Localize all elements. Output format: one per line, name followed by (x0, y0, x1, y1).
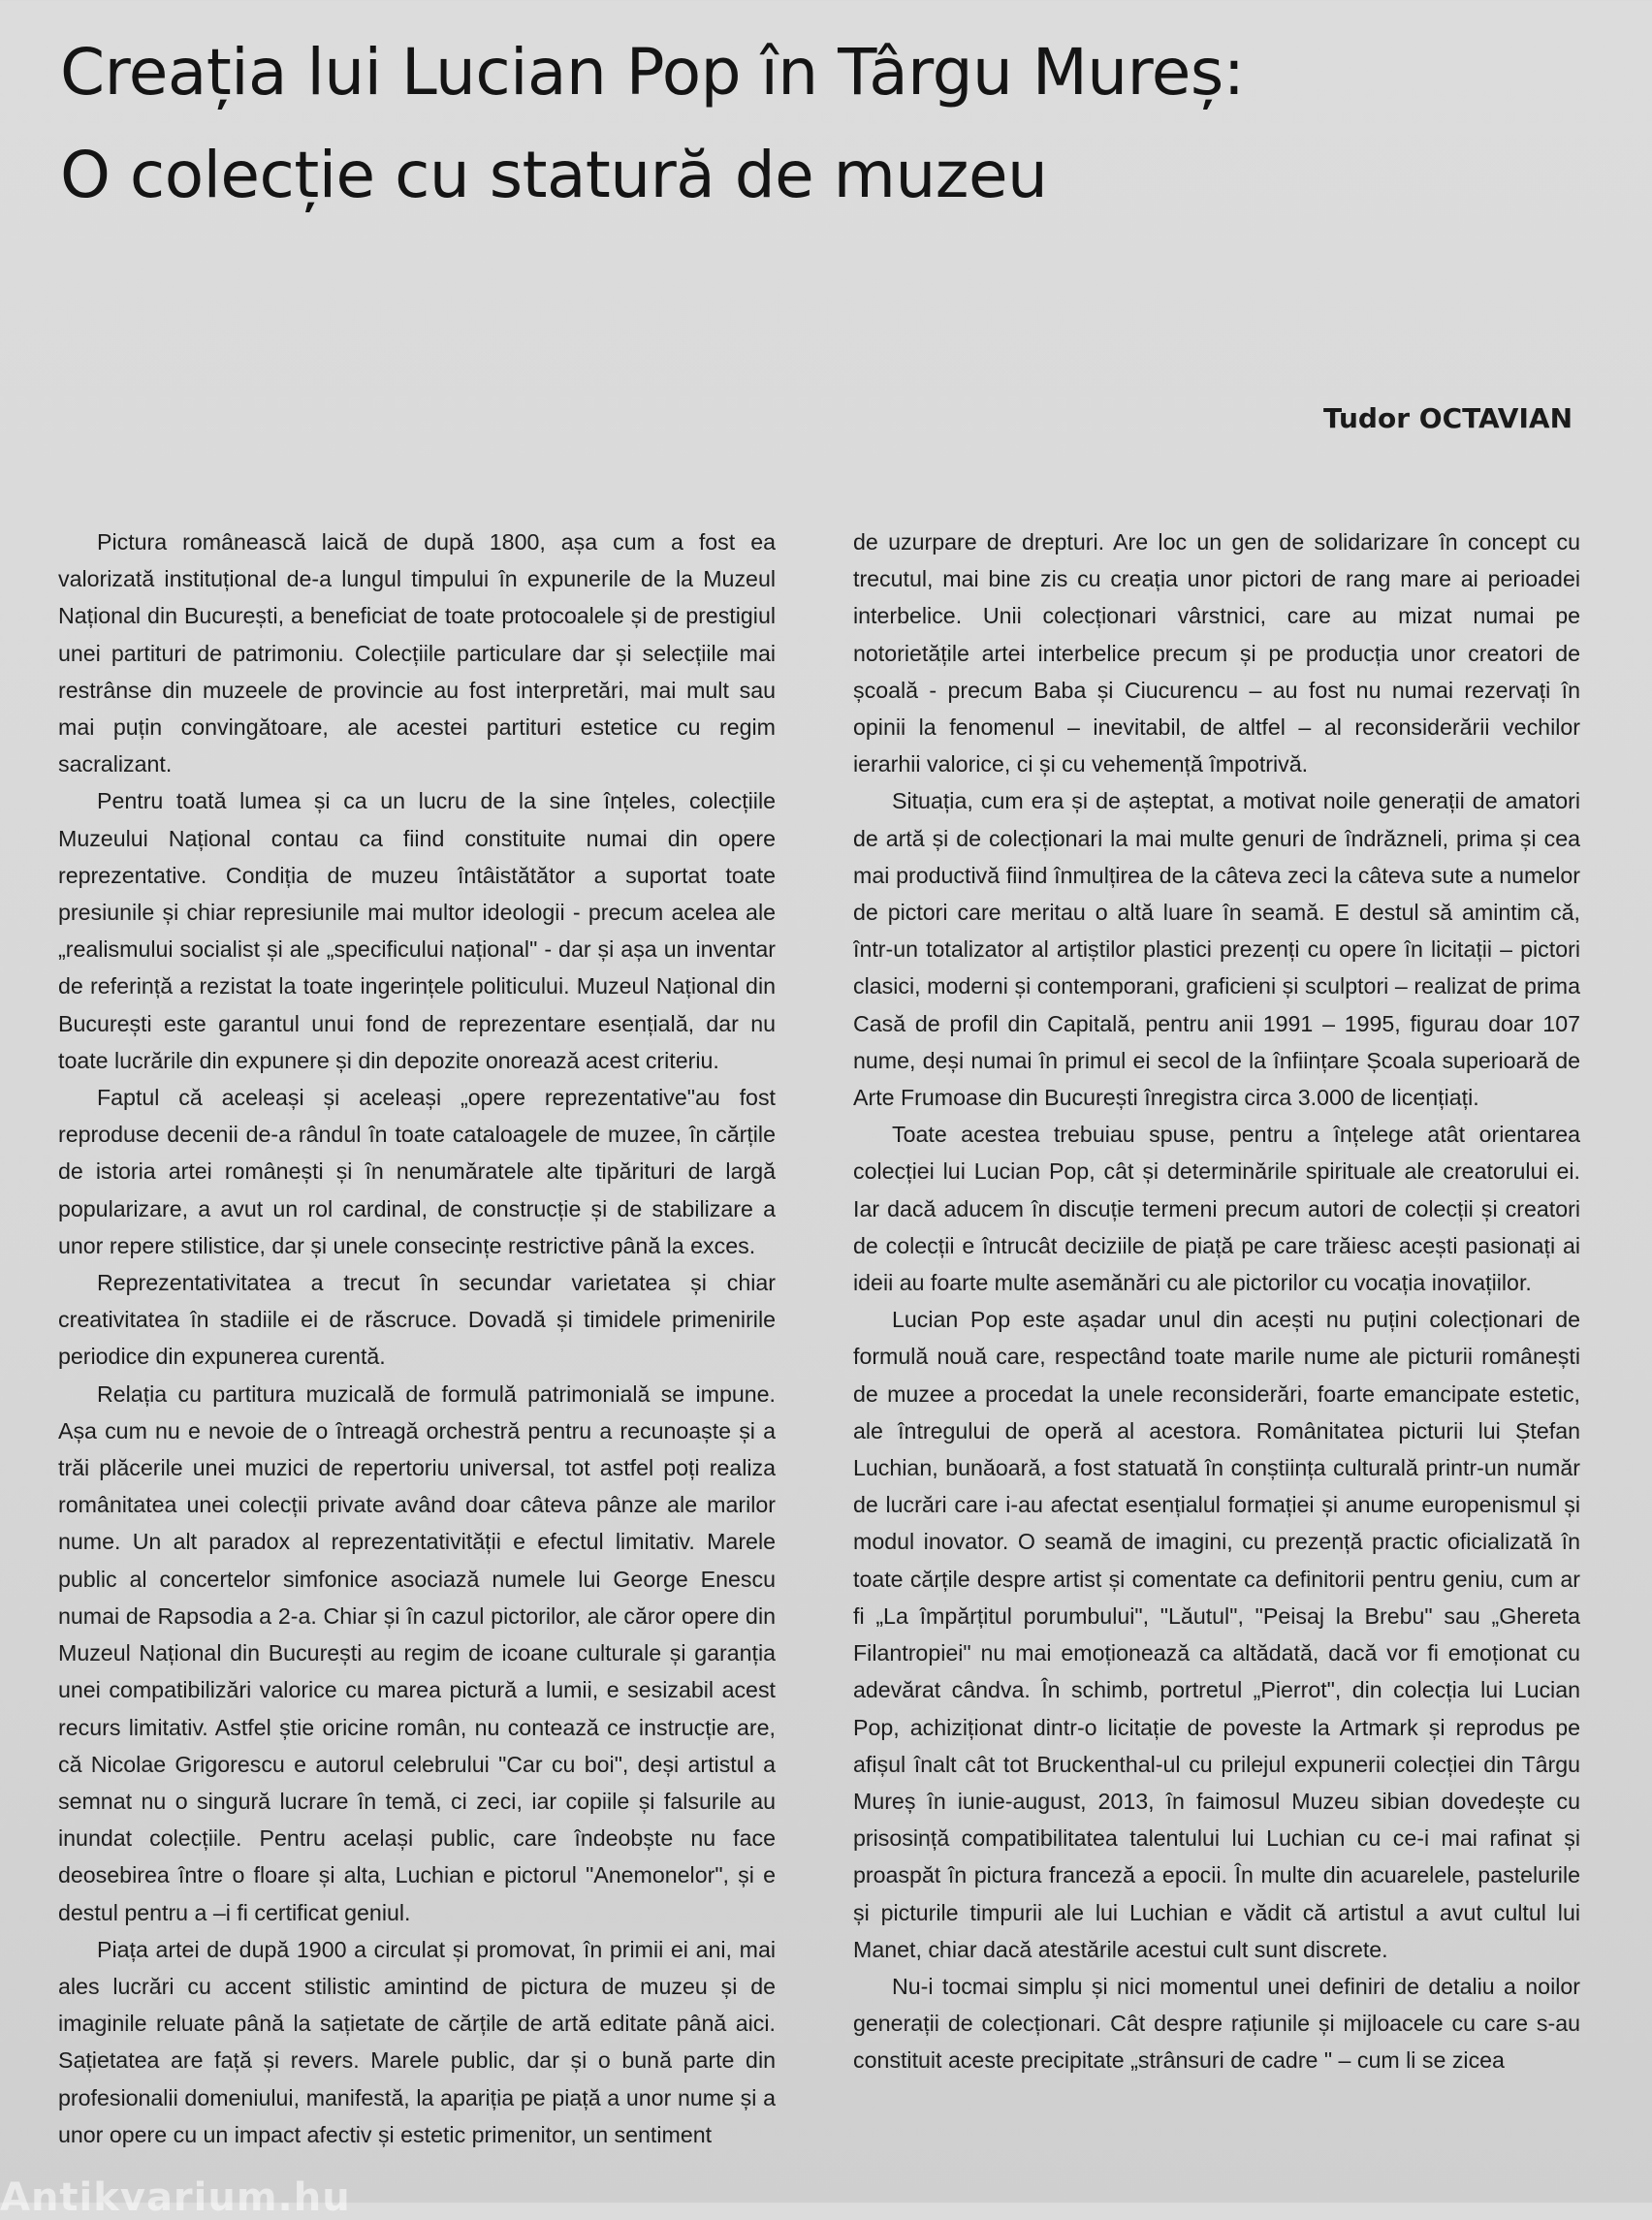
paragraph-continued: de uzurpare de drepturi. Are loc un gen de solidarizare în concept cu trecutul, mai bine zis cu creația unor pictori de rang mare ai perioadei interbelice. Unii colecționari vârstnici, care au mizat numai pe notorietățile artei interbelice precum și pe producția unor creatori de școală - precum Baba și Ciucurencu – au fost nu numai rezervați în opinii la fenomenul – inevitabil, de altfel – al reconsiderării vechilor ierarhii valorice, ci și cu vehemență împotrivă. (853, 529, 1580, 777)
paragraph: Lucian Pop este așadar unul din acești nu puțini colecționari de formulă nouă care, respectând toate marile nume ale picturii românești de muzee a procedat la unele reconsiderări, foarte emancipate estetic, ale întregului de operă al acestora. Românitatea picturii lui Ștefan Luchian, bunăoară, a fost statuată în conștiința culturală printr-un număr de lucrări care i-au afectat esențialul formației și anume europenismul și modul inovator. O seamă de imagini, cu prezență practic oficializată în toate cărțile despre artist și comentate ca definitorii pentru geniu, cum ar fi „La împărțitul porumbului", "Lăutul", "Peisaj la Brebu" sau „Ghereta Filantropiei" nu mai emoționează ca altădată, dacă vor fi emoționat cu adevărat cândva. În schimb, portretul „Pierrot", din colecția lui Lucian Pop, achiziționat dintr-o licitație de poveste la Artmark și reprodus pe afișul înalt cât tot Bruckenthal-ul cu prilejul expunerii colecției din Târgu Mureș în iunie-august, 2013, în faimosul Muzeu sibian dovedește cu prisosință compatibilitatea talentului lui Luchian cu ce-i mai rafinat și proaspăt în pictura franceză a epocii. În multe din acuarelele, pastelurile și picturile timpurii ale lui Luchian e vădit că artistul a avut cultul lui Manet, chiar dacă atestările acestui cult sunt discrete. (853, 1307, 1580, 1962)
paragraph: Relația cu partitura muzicală de formulă patrimonială se impune. Așa cum nu e nevoie de o întreagă orchestră pentru a recunoaște și a trăi plăcerile unei muzici de repertoriu universal, tot astfel poți realiza românitatea unei colecții private având doar câteva pânze ale marilor nume. Un alt paradox al reprezentativității e efectul limitativ. Marele public al concertelor simfonice asociază numele lui George Enescu numai de Rapsodia a 2-a. Chiar și în cazul pictorilor, ale căror opere din Muzeul Național din București au regim de icoane culturale și garanția unei compatibilizări valorice cu marea pictură a lumii, e sesizabil acest recurs limitativ. Astfel știe oricine român, nu contează ce instrucție are, că Nicolae Grigorescu e autorul celebrului "Car cu boi", deși artistul a semnat nu o singură lucrare în temă, ci zeci, iar copiile și falsurile au inundat colecțiile. Pentru același public, care îndeobște nu face deosebirea între o floare și alta, Luchian e pictorul "Anemonelor", și e destul pentru a –i fi certificat geniul. (58, 1380, 776, 1925)
title-line-2: O colecție cu statură de muzeu (60, 138, 1048, 212)
watermark: Antikvarium.hu (0, 2175, 351, 2220)
paragraph: Situația, cum era și de așteptat, a motivat noile generații de amatori de artă și de colecționari la mai multe genuri de îndrăzneli, prima și cea mai productivă fiind înmulțirea de la câteva zeci la câteva sute a numelor de pictori care meritau o altă luare în seamă. E destul să amintim că, într-un totalizator al artiștilor plastici prezenți cu opere în licitații – pictori clasici, moderni și contemporani, graficieni și sculptori – realizat de prima Casă de profil din Capitală, pentru anii 1991 – 1995, figurau doar 107 nume, deși numai în primul ei secol de la înființare Școala superioară de Arte Frumoase din București înregistra circa 3.000 de licențiați. (853, 788, 1580, 1111)
article-title (60, 21, 1592, 227)
paragraph: Toate acestea trebuiau spuse, pentru a înțelege atât orientarea colecției lui Lucian Pop, cât și determinările spirituale ale creatorului ei. Iar dacă aducem în discuție termeni precum autori de colecții și creatori de colecții e întrucât deciziile de piață pe care trăiesc acești pasionați ai ideii au foarte multe asemănări cu ale pictorilor cu vocația inovațiilor. (853, 1122, 1580, 1296)
right-text-column (853, 523, 1580, 2152)
paragraph: Faptul că aceleași și aceleași „opere reprezentative"au fost reproduse decenii de-a rândul în toate cataloagele de muzee, în cărțile de istoria artei românești și în nenumăratele alte tipărituri de largă popularizare, a avut un rol cardinal, de construcție și de stabilizare a unor repere stilistice, dar și unele consecințe restrictive până la exces. (58, 1085, 776, 1258)
paragraph: Piața artei de după 1900 a circulat și promovat, în primii ei ani, mai ales lucrări cu accent stilistic amintind de pictura de muzeu și de imaginile reluate până la sațietate de cărțile de artă editate până aici. Sațietatea are față și revers. Marele public, dar și o bună parte din profesionalii domeniului, manifestă, la apariția pe piață a unor nume și a unor opere cu un impact afectiv și estetic primenitor, un sentiment (58, 1936, 776, 2147)
paragraph: Pictura românească laică de după 1800, așa cum a fost ea valorizată instituțional de-a lungul timpului în expunerile de la Muzeul Național din București, a beneficiat de toate protocoalele și de prestigiul unei partituri de patrimoniu. Colecțiile particulare dar și selecțiile mai restrânse din muzeele de provincie au fost interpretări, mai mult sau mai puțin convingătoare, ale acestei partituri estetice cu regim sacralizant. (58, 529, 776, 777)
title-line-1: Creația lui Lucian Pop în Târgu Mureș: (60, 35, 1245, 110)
author-byline: Tudor OCTAVIAN (1322, 402, 1573, 434)
left-text-column (58, 523, 776, 2152)
paragraph: Pentru toată lumea și ca un lucru de la sine înțeles, colecțiile Muzeului Național contau ca fiind constituite numai din opere reprezentative. Condiția de muzeu întâistătător a suportat toate presiunile și chiar represiunile mai multor ideologii - precum acelea ale „realismului socialist și ale „specificului național" - dar și așa un inventar de referință a rezistat la toate ingerințele politicului. Muzeul Național din București este garantul unui fond de reprezentare esențială, dar nu toate lucrările din expunere și din depozite onorează acest criteriu. (58, 788, 776, 1073)
paragraph: Nu-i tocmai simplu și nici momentul unei definiri de detaliu a noilor generații de colecționari. Cât despre rațiunile și mijloacele cu care s-au constituit aceste precipitate „strânsuri de cadre " – cum li se zicea (853, 1973, 1580, 2074)
paragraph: Reprezentativitatea a trecut în secundar varietatea și chiar creativitatea în stadiile ei de răscruce. Dovadă și timidele primenirile periodice din expunerea curentă. (58, 1270, 776, 1370)
